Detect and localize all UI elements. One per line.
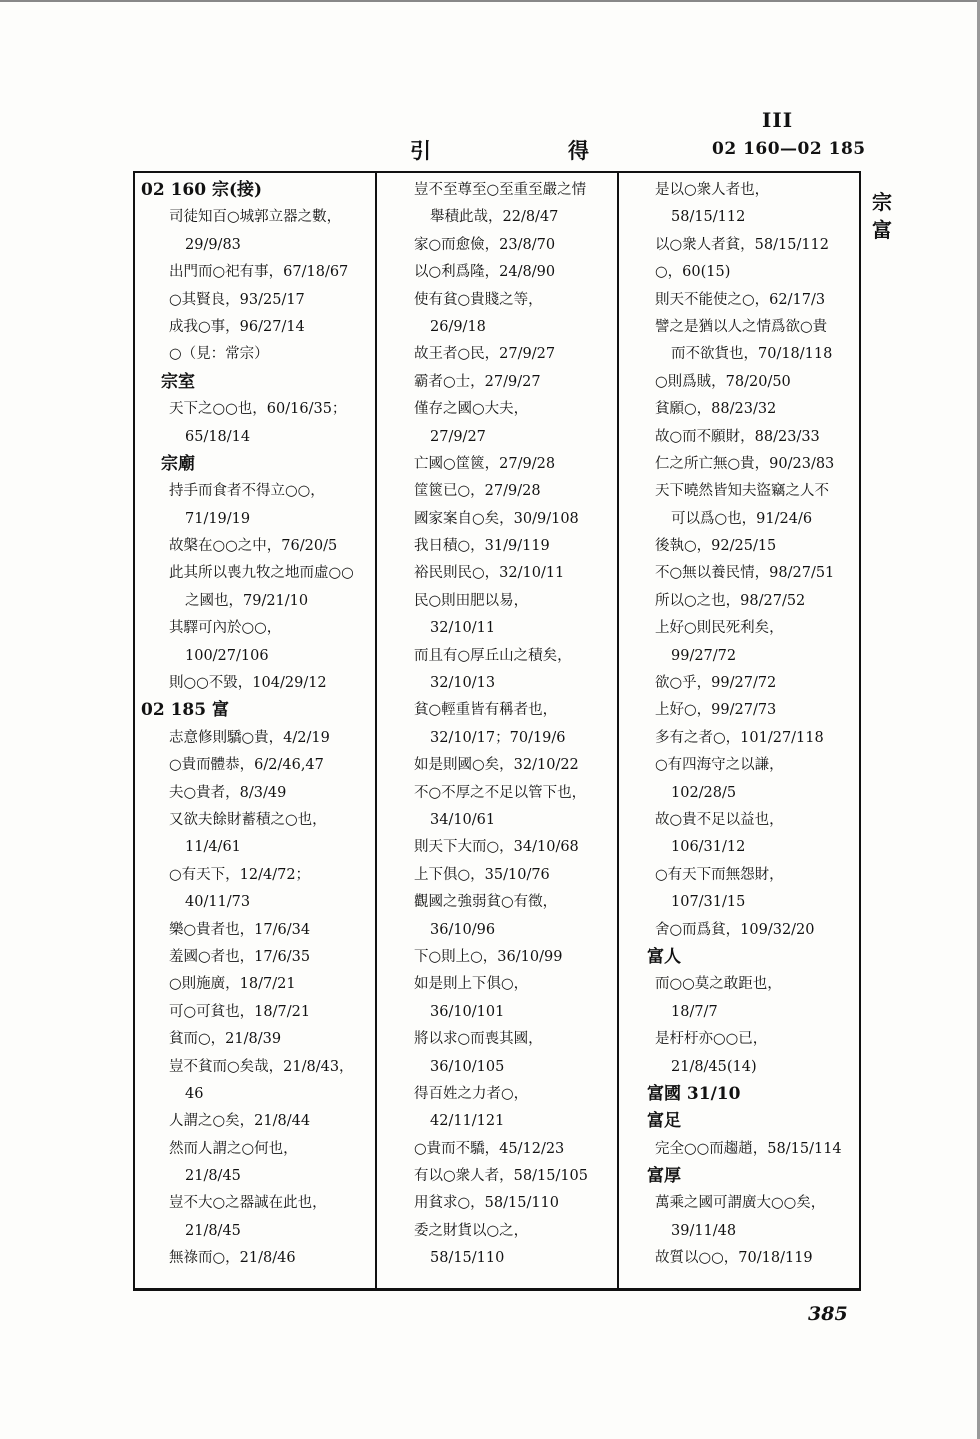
index-entry: 舍○而爲貧，109/32/20 [655, 921, 815, 938]
index-entry: 仁之所亡無○貴，90/23/83 [655, 455, 835, 472]
index-entry: 人謂之○矣，21/8/44 [169, 1113, 311, 1130]
index-entry: 而○○莫之敢距也， [655, 976, 782, 993]
index-entry: 不○不厚之不足以管下也， [414, 784, 587, 801]
index-entry: 故王者○民，27/9/27 [414, 346, 556, 363]
index-entry: 此其所以喪九牧之地而虛○○ [169, 565, 354, 582]
index-subheading: 宗廟 [161, 453, 195, 474]
index-entry: ○有天下，12/4/72； [169, 866, 311, 883]
index-entry: 如是則上下俱○， [414, 976, 529, 993]
index-entry: 然而人謂之○何也， [169, 1140, 298, 1157]
index-subheading: 富足 [647, 1111, 681, 1132]
index-entry: 持手而食者不得立○○， [169, 483, 325, 500]
index-entry: 霸者○士，27/9/27 [414, 373, 541, 390]
index-citation: 58/15/112 [671, 209, 746, 226]
index-entry: ○（見：常宗） [169, 346, 269, 363]
index-entry: 是杅杅亦○○已， [655, 1031, 768, 1048]
index-entry: 用貧求○，58/15/110 [414, 1195, 559, 1212]
index-citation: 可以爲○也，91/24/6 [671, 510, 813, 527]
index-entry: ○其賢良，93/25/17 [169, 291, 305, 308]
index-entry: 豈不至尊至○至重至嚴之情 [414, 182, 587, 198]
side-thumb-char: 富 [872, 218, 892, 242]
index-entry: 貧而○，21/8/39 [169, 1031, 282, 1048]
header-entry-range: 02 160—02 185 [712, 139, 866, 159]
index-entry: 萬乘之國可謂廣大○○矣， [655, 1195, 826, 1212]
index-subheading: 富厚 [647, 1166, 681, 1187]
index-column-3 [627, 177, 853, 1273]
header-title-right: 得 [568, 138, 589, 163]
index-subheading: 富國 31/10 [647, 1083, 741, 1104]
section-roman-numeral: III [762, 108, 794, 132]
index-entry: 國家案自○矣，30/9/108 [414, 510, 579, 527]
index-subheading: 宗室 [161, 371, 195, 392]
index-entry: 故質以○○，70/18/119 [655, 1250, 813, 1267]
index-entry: 使有貧○貴賤之等， [414, 291, 543, 308]
index-citation: 21/8/45(14) [671, 1058, 757, 1075]
table-right-rule [859, 171, 861, 1291]
index-entry: 有以○衆人者，58/15/105 [414, 1168, 588, 1185]
index-entry: 以○利爲隆，24/8/90 [414, 264, 556, 281]
index-subheading: 富人 [647, 946, 681, 967]
page-top-border [0, 0, 980, 2]
column-divider-2 [617, 171, 619, 1291]
index-entry: 上下俱○，35/10/76 [414, 866, 550, 883]
index-entry: ○則爲賊，78/20/50 [655, 373, 791, 390]
index-entry: 委之財貨以○之， [414, 1222, 529, 1239]
index-entry: 下○則上○，36/10/99 [414, 948, 563, 965]
table-bottom-rule [133, 1288, 861, 1291]
table-left-rule [133, 171, 135, 1291]
index-entry: 故○而不願財，88/23/33 [655, 428, 820, 445]
index-citation: 29/9/83 [185, 236, 241, 253]
index-entry: 故槃在○○之中，76/20/5 [169, 538, 338, 555]
index-entry: 是以○衆人者也， [655, 182, 770, 198]
index-citation: 32/10/13 [430, 675, 496, 692]
index-entry: ○有天下而無怨財， [655, 866, 784, 883]
index-citation: 46 [185, 1085, 204, 1102]
index-entry: 觀國之強弱貧○有徵， [414, 894, 558, 911]
index-citation: 26/9/18 [430, 318, 486, 335]
index-entry: 天下曉然皆知夫盜竊之人不 [655, 483, 829, 500]
index-entry: 裕民則民○，32/10/11 [414, 565, 565, 582]
index-entry: 得百姓之力者○， [414, 1085, 529, 1102]
index-citation: 之國也，79/21/10 [185, 592, 309, 609]
table-top-rule [133, 171, 861, 173]
index-citation: 34/10/61 [430, 811, 496, 828]
index-entry: 僅存之國○大夫， [414, 401, 529, 418]
index-column-1 [141, 177, 367, 1273]
index-entry: 貧願○，88/23/32 [655, 401, 777, 418]
index-citation: 58/15/110 [430, 1250, 505, 1267]
index-citation: 106/31/12 [671, 839, 746, 856]
index-citation: 36/10/101 [430, 1003, 505, 1020]
index-citation: 102/28/5 [671, 784, 737, 801]
index-entry: 如是則國○矣，32/10/22 [414, 757, 579, 774]
index-heading: 02 160 宗(接) [141, 180, 263, 200]
index-citation: 27/9/27 [430, 428, 486, 445]
index-entry: 譬之是猶以人之情爲欲○貴 [655, 318, 828, 335]
index-entry: 上好○則民死利矣， [655, 620, 784, 637]
index-entry: 貧○輕重皆有稱者也， [414, 702, 558, 719]
header-title-left: 引 [410, 138, 431, 163]
index-entry: 欲○乎，99/27/72 [655, 675, 777, 692]
index-entry: 上好○，99/27/73 [655, 702, 777, 719]
index-entry: 民○則田肥以易， [414, 592, 529, 609]
index-entry: 夫○貴者，8/3/49 [169, 784, 287, 801]
index-entry: 將以求○而喪其國， [414, 1031, 543, 1048]
side-thumb-char: 宗 [872, 190, 892, 214]
index-entry: 則○○不毀，104/29/12 [169, 675, 327, 692]
index-citation: 36/10/96 [430, 921, 496, 938]
index-entry: 志意修則驕○貴，4/2/19 [169, 729, 330, 746]
index-column-2 [386, 177, 612, 1273]
index-entry: 則天下大而○，34/10/68 [414, 839, 579, 856]
index-citation: 11/4/61 [185, 839, 241, 856]
index-citation: 71/19/19 [185, 510, 251, 527]
index-citation: 65/18/14 [185, 428, 251, 445]
index-entry: 司徒知百○城郭立器之數， [169, 209, 342, 226]
index-entry: 則天不能使之○，62/17/3 [655, 291, 826, 308]
index-citation: 107/31/15 [671, 894, 746, 911]
page-number: 385 [808, 1303, 848, 1325]
index-entry: 成我○事，96/27/14 [169, 318, 305, 335]
index-entry: 筐篋已○，27/9/28 [414, 483, 541, 500]
index-entry: 又欲夫餘財蓄積之○也， [169, 811, 327, 828]
column-divider-1 [375, 171, 377, 1291]
index-entry: 我日積○，31/9/119 [414, 538, 550, 555]
index-citation: 99/27/72 [671, 647, 737, 664]
index-entry: ○貴而體恭，6/2/46,47 [169, 757, 324, 774]
index-entry: 而且有○厚丘山之積矣， [414, 647, 572, 664]
index-entry: 樂○貴者也，17/6/34 [169, 921, 311, 938]
index-entry: ○，60(15) [655, 264, 731, 281]
index-entry: 其驛可內於○○， [169, 620, 282, 637]
index-citation: 32/10/17；70/19/6 [430, 729, 566, 746]
index-citation: 18/7/7 [671, 1003, 718, 1020]
index-citation: 而不欲貨也，70/18/118 [671, 346, 833, 363]
index-entry: ○有四海守之以謙， [655, 757, 784, 774]
index-citation: 舉積此哉，22/8/47 [430, 209, 559, 226]
index-entry: 所以○之也，98/27/52 [655, 592, 806, 609]
index-citation: 40/11/73 [185, 894, 251, 911]
index-entry: 羞國○者也，17/6/35 [169, 948, 311, 965]
index-citation: 21/8/45 [185, 1222, 241, 1239]
index-entry: 亡國○筐篋，27/9/28 [414, 455, 556, 472]
index-entry: 無祿而○，21/8/46 [169, 1250, 296, 1267]
index-entry: 出門而○祀有事，67/18/67 [169, 264, 349, 281]
index-entry: 天下之○○也，60/16/35； [169, 401, 347, 418]
index-entry: 後執○，92/25/15 [655, 538, 777, 555]
index-entry: 豈不大○之器誠在此也， [169, 1195, 327, 1212]
index-entry: 以○衆人者貧，58/15/112 [655, 236, 829, 253]
index-entry: 故○貴不足以益也， [655, 811, 784, 828]
index-entry: 可○可貧也，18/7/21 [169, 1003, 311, 1020]
index-entry: 豈不貧而○矣哉，21/8/43， [169, 1058, 354, 1075]
index-entry: ○則施廣，18/7/21 [169, 976, 296, 993]
index-citation: 42/11/121 [430, 1113, 505, 1130]
index-entry: 不○無以養民情，98/27/51 [655, 565, 835, 582]
index-citation: 36/10/105 [430, 1058, 505, 1075]
index-entry: 完全○○而趨趙，58/15/114 [655, 1140, 842, 1157]
index-entry: 家○而愈儉，23/8/70 [414, 236, 556, 253]
index-citation: 100/27/106 [185, 647, 269, 664]
index-heading: 02 185 富 [141, 700, 229, 721]
index-entry: 多有之者○，101/27/118 [655, 729, 824, 746]
index-citation: 39/11/48 [671, 1222, 737, 1239]
index-entry: ○貴而不驕，45/12/23 [414, 1140, 565, 1157]
index-citation: 32/10/11 [430, 620, 496, 637]
index-citation: 21/8/45 [185, 1168, 241, 1185]
